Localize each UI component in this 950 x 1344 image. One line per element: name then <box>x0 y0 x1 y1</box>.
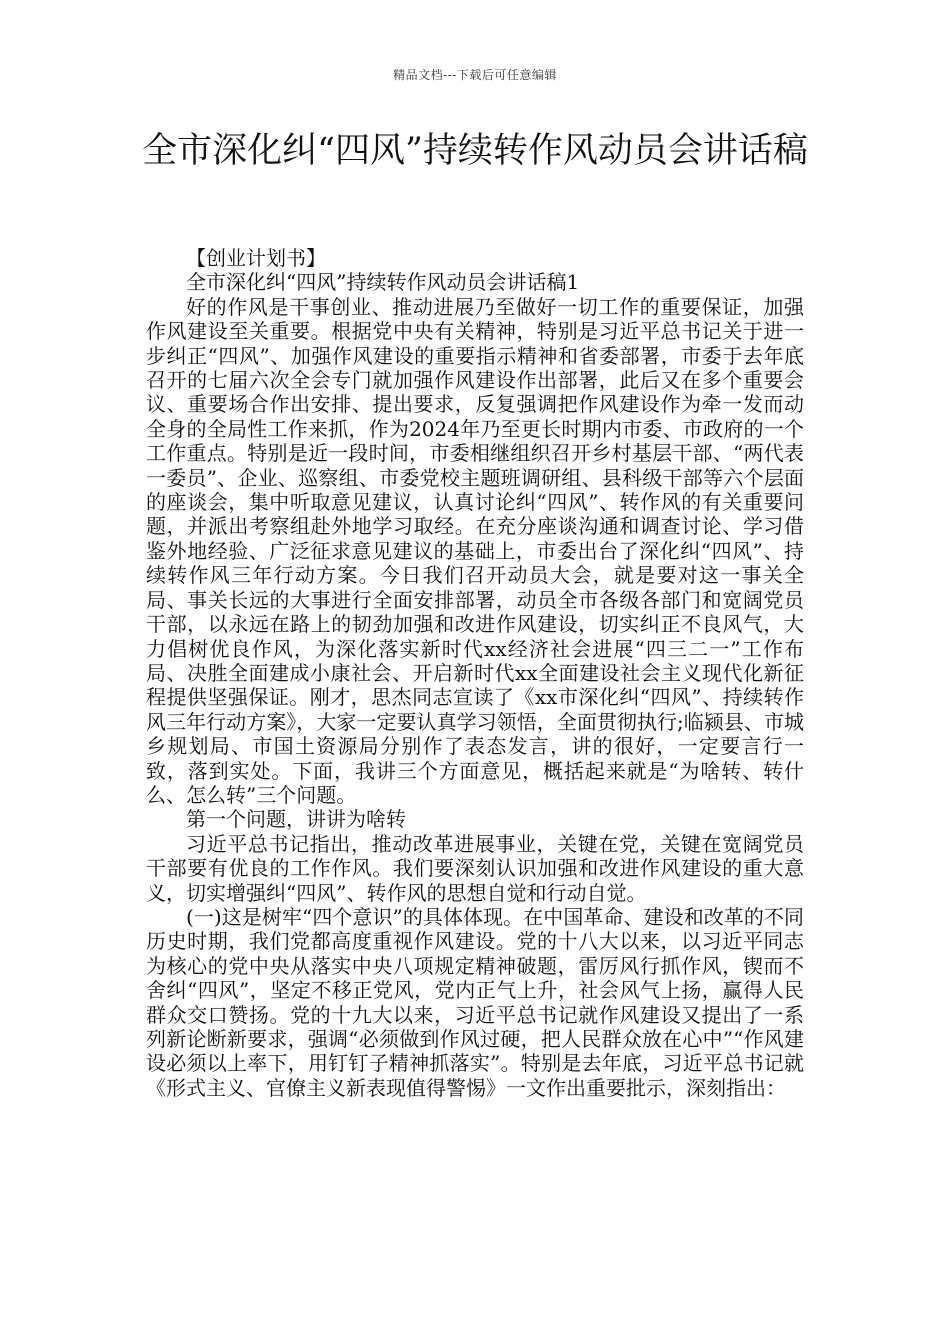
document-title: 全市深化纠“四风”持续转作风动员会讲话稿 <box>142 131 808 171</box>
section-tag: 【创业计划书】 <box>186 246 326 270</box>
paragraph-section-one: 习近平总书记指出，推动改革进展事业，关键在党，关键在宽阔党员干部要有优良的工作作风。我们要深刻认识加强和改进作风建设的重大意义，切实增强纠“四风”、转作风的思想自觉和行动自觉。 <box>146 831 804 905</box>
subtitle: 全市深化纠“四风”持续转作风动员会讲话稿1 <box>186 270 580 295</box>
section-heading: 第一个问题，讲讲为啥转 <box>186 807 406 832</box>
document-body <box>146 246 804 1100</box>
paragraph-intro: 好的作风是干事创业、推动进展乃至做好一切工作的重要保证，加强作风建设至关重要。根据党中央有关精神，特别是习近平总书记关于进一步纠正“四风”、加强作风建设的重要指示精神和省委部署，市委于去年底召开的七届六次全会专门就加强作风建设作出部署，此后又在多个重要会议、重要场合作出安排、提出要求，反复强调把作风建设作为牵一发而动全身的全局性工作来抓，作为2024年乃至更长时期内市委、市政府的一个工作重点。特别是近一段时间，市委相继组织召开乡村基层干部、“两代表一委员”、企业、巡察组、市委党校主题班调研组、县科级干部等六个层面的座谈会，集中听取意见建议，认真讨论纠“四风”、转作风的有关重要问题，并派出考察组赴外地学习取经。在充分座谈沟通和调查讨论、学习借鉴外地经验、广泛征求意见建议的基础上，市委出台了深化纠“四风”、持续转作风三年行动方案。今日我们召开动员大会，就是要对这一事关全局、事关长远的大事进行全面安排部署，动员全市各级各部门和宽阔党员干部，以永远在路上的韧劲加强和改进作风建设，切实纠正不良风气，大力倡树优良作风，为深化落实新时代xx经济社会进展“四三二一”工作布局、决胜全面建成小康社会、开启新时代xx全面建设社会主义现代化新征程提供坚强保证。刚才，思杰同志宣读了《xx市深化纠“四风”、持续转作风三年行动方案》，大家一定要认真学习领悟，全面贯彻执行;临颍县、市城乡规划局、市国土资源局分别作了表态发言，讲的很好，一定要言行一致，落到实处。下面，我讲三个方面意见，概括起来就是“为啥转、转什么、怎么转”三个问题。 <box>146 294 804 807</box>
page-header: 精品文档---下载后可任意编辑 <box>393 68 557 82</box>
paragraph-point-one: (一)这是树牢“四个意识”的具体体现。在中国革命、建设和改革的不同历史时期，我们党都高度重视作风建设。党的十八大以来，以习近平同志为核心的党中央从落实中央八项规定精神破题，雷厉风行抓作风，锲而不舍纠“四风”，坚定不移正党风，党内正气上升，社会风气上扬，赢得人民群众交口赞扬。党的十九大以来，习近平总书记就作风建设又提出了一系列新论断新要求，强调“必须做到作风过硬，把人民群众放在心中”“作风建设必须以上率下，用钉钉子精神抓落实”。特别是去年底，习近平总书记就《形式主义、官僚主义新表现值得警惕》一文作出重要批示，深刻指出： <box>146 904 804 1100</box>
